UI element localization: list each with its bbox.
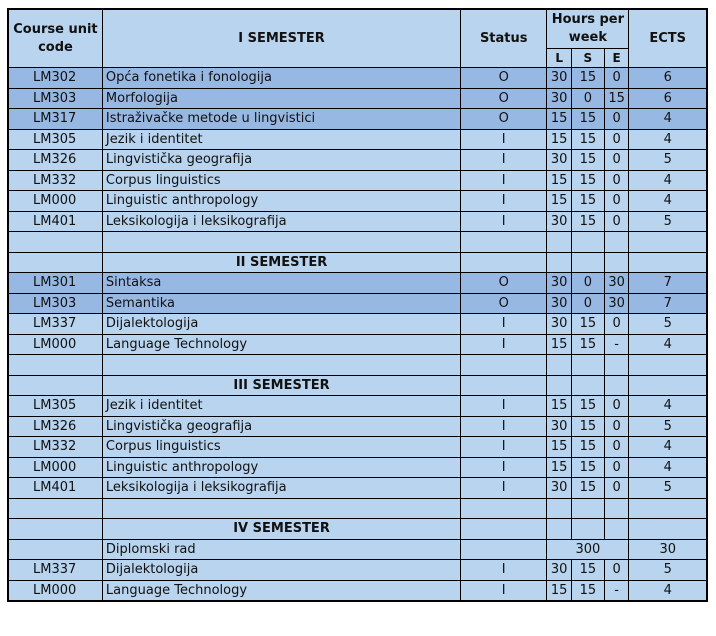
hours-lectures: 15 [547, 334, 572, 355]
course-ects: 4 [629, 396, 707, 417]
course-status: O [461, 88, 547, 109]
thesis-row [8, 539, 707, 560]
course-row [8, 293, 707, 314]
hours-exercises: 0 [604, 109, 629, 130]
course-name: Dijalektologija [102, 314, 460, 335]
hours-seminars: 15 [571, 580, 604, 601]
course-name: Jezik i identitet [102, 129, 460, 150]
course-row [8, 129, 707, 150]
hours-lectures: 30 [547, 293, 572, 314]
hours-seminars: 15 [571, 211, 604, 232]
semester-title-row [8, 375, 707, 396]
hours-seminars: 15 [571, 478, 604, 499]
course-status: I [461, 334, 547, 355]
empty-cell [461, 252, 547, 273]
empty-cell [8, 355, 102, 376]
hours-lectures: 30 [547, 150, 572, 171]
empty-cell [461, 232, 547, 253]
hours-seminars: 15 [571, 416, 604, 437]
spacer-row [8, 232, 707, 253]
empty-cell [629, 519, 707, 540]
empty-cell [102, 498, 460, 519]
empty-cell [604, 232, 629, 253]
course-code: LM401 [8, 211, 102, 232]
course-name: Language Technology [102, 580, 460, 601]
course-name: Language Technology [102, 334, 460, 355]
course-ects: 7 [629, 273, 707, 294]
course-code: LM305 [8, 129, 102, 150]
empty-cell [461, 498, 547, 519]
header-exercises: E [604, 49, 629, 68]
empty-cell [8, 498, 102, 519]
course-ects: 4 [629, 457, 707, 478]
empty-cell [547, 375, 572, 396]
empty-cell [547, 252, 572, 273]
course-name: Sintaksa [102, 273, 460, 294]
course-name: Corpus linguistics [102, 170, 460, 191]
course-name: Dijalektologija [102, 560, 460, 581]
hours-lectures: 15 [547, 170, 572, 191]
course-row [8, 334, 707, 355]
hours-lectures: 30 [547, 416, 572, 437]
thesis-name: Diplomski rad [102, 539, 460, 560]
empty-cell [461, 519, 547, 540]
course-row [8, 580, 707, 601]
course-code: LM326 [8, 150, 102, 171]
thesis-hours: 300 [547, 539, 629, 560]
course-ects: 5 [629, 314, 707, 335]
empty-cell [461, 375, 547, 396]
hours-exercises: 0 [604, 150, 629, 171]
hours-seminars: 0 [571, 293, 604, 314]
empty-cell [604, 498, 629, 519]
course-status: I [461, 478, 547, 499]
course-status: I [461, 437, 547, 458]
header-ects: ECTS [629, 9, 707, 68]
header-course-code: Course unit code [8, 9, 102, 68]
empty-cell [461, 539, 547, 560]
course-row [8, 88, 707, 109]
hours-exercises: 0 [604, 191, 629, 212]
course-status: I [461, 457, 547, 478]
hours-exercises: 0 [604, 170, 629, 191]
semester-title-row [8, 252, 707, 273]
hours-exercises: 0 [604, 129, 629, 150]
hours-exercises: 15 [604, 88, 629, 109]
course-row [8, 150, 707, 171]
course-code: LM000 [8, 580, 102, 601]
hours-exercises: 0 [604, 396, 629, 417]
hours-lectures: 30 [547, 560, 572, 581]
semester-title: II SEMESTER [102, 252, 460, 273]
hours-seminars: 15 [571, 457, 604, 478]
hours-exercises: 0 [604, 560, 629, 581]
empty-cell [604, 355, 629, 376]
empty-cell [571, 252, 604, 273]
empty-cell [604, 519, 629, 540]
empty-cell [629, 498, 707, 519]
hours-seminars: 15 [571, 334, 604, 355]
hours-exercises: 30 [604, 293, 629, 314]
hours-lectures: 15 [547, 457, 572, 478]
course-ects: 4 [629, 109, 707, 130]
course-code: LM000 [8, 334, 102, 355]
empty-cell [629, 232, 707, 253]
course-row [8, 109, 707, 130]
hours-exercises: 0 [604, 478, 629, 499]
course-status: O [461, 68, 547, 89]
empty-cell [547, 519, 572, 540]
empty-cell [604, 252, 629, 273]
course-row [8, 170, 707, 191]
course-row [8, 457, 707, 478]
course-row [8, 437, 707, 458]
empty-cell [571, 519, 604, 540]
header-hours: Hours per week [547, 9, 629, 49]
course-code: LM401 [8, 478, 102, 499]
course-status: I [461, 416, 547, 437]
course-ects: 4 [629, 334, 707, 355]
course-name: Istraživačke metode u lingvistici [102, 109, 460, 130]
empty-cell [8, 519, 102, 540]
empty-cell [571, 355, 604, 376]
empty-cell [629, 375, 707, 396]
hours-exercises: 0 [604, 314, 629, 335]
hours-seminars: 15 [571, 437, 604, 458]
course-row [8, 560, 707, 581]
course-name: Corpus linguistics [102, 437, 460, 458]
hours-lectures: 15 [547, 109, 572, 130]
empty-cell [102, 355, 460, 376]
course-ects: 6 [629, 68, 707, 89]
course-row [8, 478, 707, 499]
semester-title: III SEMESTER [102, 375, 460, 396]
course-name: Linguistic anthropology [102, 457, 460, 478]
hours-lectures: 30 [547, 314, 572, 335]
hours-exercises: 0 [604, 211, 629, 232]
empty-cell [8, 232, 102, 253]
course-code: LM302 [8, 68, 102, 89]
course-name: Leksikologija i leksikografija [102, 211, 460, 232]
empty-cell [8, 252, 102, 273]
curriculum-table-wrapper [7, 8, 708, 602]
empty-cell [571, 232, 604, 253]
course-status: O [461, 273, 547, 294]
hours-lectures: 30 [547, 273, 572, 294]
hours-seminars: 15 [571, 396, 604, 417]
hours-seminars: 15 [571, 68, 604, 89]
thesis-ects: 30 [629, 539, 707, 560]
header-row [8, 9, 707, 49]
course-name: Morfologija [102, 88, 460, 109]
course-status: I [461, 211, 547, 232]
course-name: Semantika [102, 293, 460, 314]
hours-seminars: 15 [571, 314, 604, 335]
empty-cell [8, 539, 102, 560]
hours-lectures: 15 [547, 191, 572, 212]
hours-exercises: 30 [604, 273, 629, 294]
hours-lectures: 15 [547, 437, 572, 458]
course-ects: 5 [629, 211, 707, 232]
hours-seminars: 0 [571, 88, 604, 109]
hours-exercises: 0 [604, 416, 629, 437]
course-status: I [461, 150, 547, 171]
course-code: LM332 [8, 170, 102, 191]
course-ects: 4 [629, 437, 707, 458]
empty-cell [461, 355, 547, 376]
course-status: I [461, 396, 547, 417]
course-name: Linguistic anthropology [102, 191, 460, 212]
empty-cell [547, 232, 572, 253]
hours-seminars: 15 [571, 109, 604, 130]
hours-lectures: 30 [547, 88, 572, 109]
empty-cell [102, 232, 460, 253]
course-ects: 4 [629, 580, 707, 601]
hours-seminars: 0 [571, 273, 604, 294]
semester-title-row [8, 519, 707, 540]
hours-seminars: 15 [571, 150, 604, 171]
curriculum-table [7, 8, 708, 602]
course-ects: 4 [629, 170, 707, 191]
hours-exercises: 0 [604, 457, 629, 478]
hours-seminars: 15 [571, 129, 604, 150]
hours-seminars: 15 [571, 560, 604, 581]
course-code: LM317 [8, 109, 102, 130]
empty-cell [571, 375, 604, 396]
course-code: LM000 [8, 191, 102, 212]
course-row [8, 211, 707, 232]
course-row [8, 396, 707, 417]
course-status: I [461, 129, 547, 150]
empty-cell [629, 252, 707, 273]
course-status: O [461, 109, 547, 130]
hours-lectures: 30 [547, 478, 572, 499]
course-name: Lingvistička geografija [102, 416, 460, 437]
course-ects: 4 [629, 129, 707, 150]
course-name: Leksikologija i leksikografija [102, 478, 460, 499]
course-ects: 7 [629, 293, 707, 314]
course-name: Lingvistička geografija [102, 150, 460, 171]
course-ects: 5 [629, 478, 707, 499]
header-status: Status [461, 9, 547, 68]
course-code: LM337 [8, 560, 102, 581]
header-seminars: S [571, 49, 604, 68]
course-code: LM305 [8, 396, 102, 417]
spacer-row [8, 498, 707, 519]
hours-seminars: 15 [571, 170, 604, 191]
hours-exercises: 0 [604, 437, 629, 458]
course-row [8, 273, 707, 294]
spacer-row [8, 355, 707, 376]
header-lectures: L [547, 49, 572, 68]
empty-cell [571, 498, 604, 519]
course-code: LM332 [8, 437, 102, 458]
course-name: Jezik i identitet [102, 396, 460, 417]
course-row [8, 416, 707, 437]
course-status: I [461, 580, 547, 601]
course-status: I [461, 314, 547, 335]
hours-exercises: - [604, 334, 629, 355]
empty-cell [8, 375, 102, 396]
course-ects: 4 [629, 191, 707, 212]
empty-cell [547, 355, 572, 376]
empty-cell [629, 355, 707, 376]
course-code: LM326 [8, 416, 102, 437]
course-name: Opća fonetika i fonologija [102, 68, 460, 89]
hours-lectures: 15 [547, 396, 572, 417]
header-semester: I SEMESTER [102, 9, 460, 68]
hours-exercises: 0 [604, 68, 629, 89]
hours-exercises: - [604, 580, 629, 601]
course-row [8, 314, 707, 335]
empty-cell [547, 498, 572, 519]
hours-lectures: 30 [547, 211, 572, 232]
course-code: LM303 [8, 293, 102, 314]
course-ects: 5 [629, 560, 707, 581]
course-status: I [461, 191, 547, 212]
course-code: LM303 [8, 88, 102, 109]
course-ects: 5 [629, 150, 707, 171]
semester-title: IV SEMESTER [102, 519, 460, 540]
course-ects: 5 [629, 416, 707, 437]
course-code: LM301 [8, 273, 102, 294]
hours-seminars: 15 [571, 191, 604, 212]
empty-cell [604, 375, 629, 396]
course-status: O [461, 293, 547, 314]
hours-lectures: 30 [547, 68, 572, 89]
course-status: I [461, 560, 547, 581]
course-code: LM000 [8, 457, 102, 478]
course-row [8, 191, 707, 212]
course-code: LM337 [8, 314, 102, 335]
course-row [8, 68, 707, 89]
course-ects: 6 [629, 88, 707, 109]
hours-lectures: 15 [547, 129, 572, 150]
course-status: I [461, 170, 547, 191]
hours-lectures: 15 [547, 580, 572, 601]
